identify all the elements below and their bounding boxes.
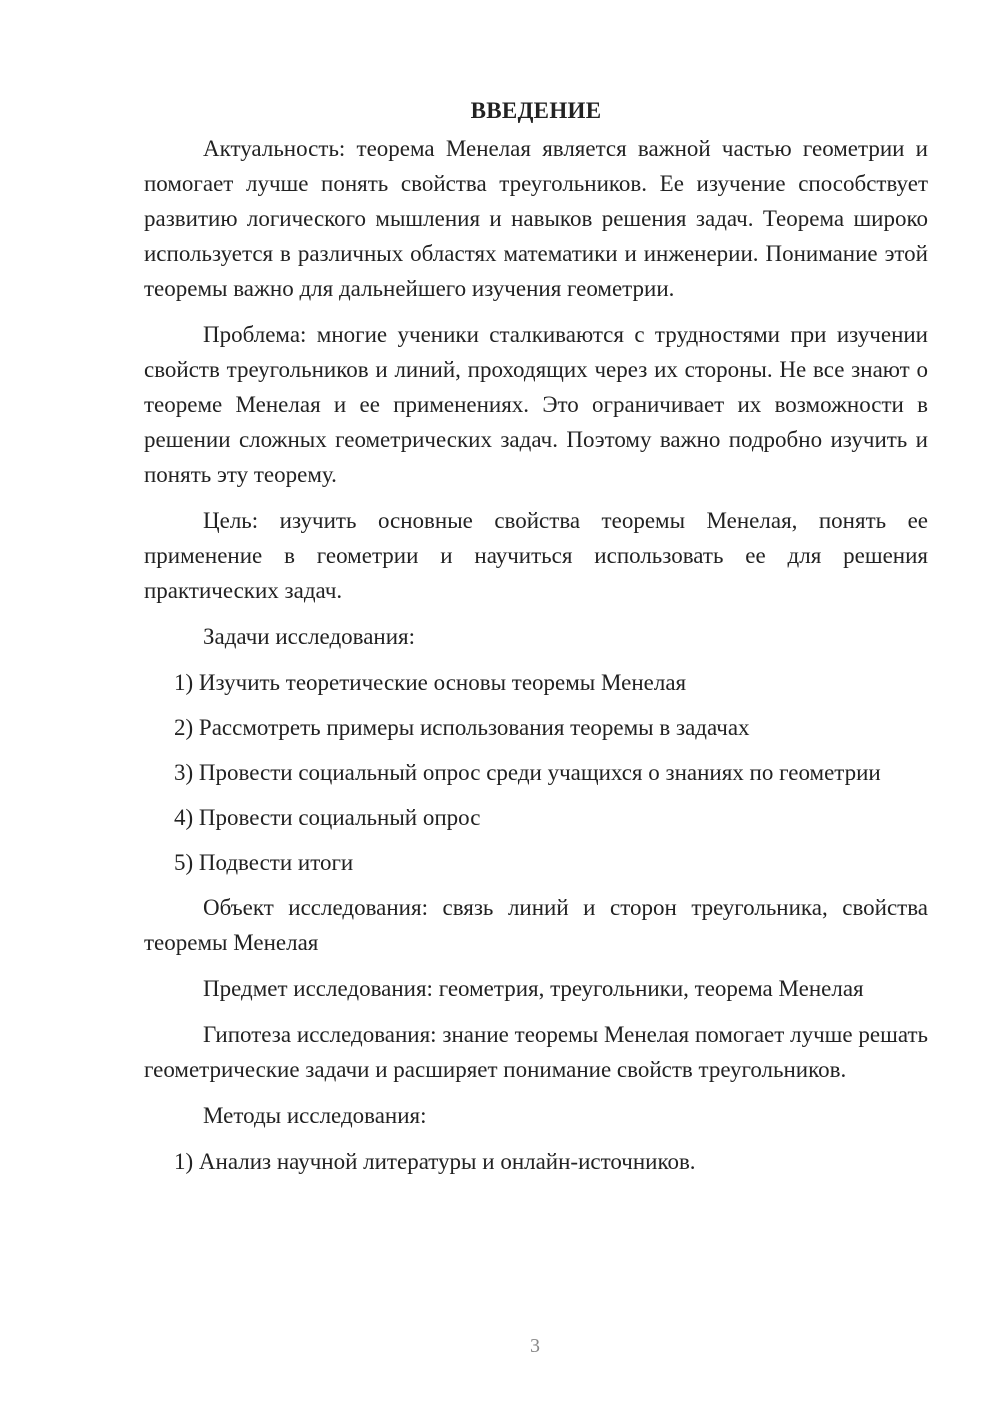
task-item: 5) Подвести итоги (174, 850, 354, 875)
hypothesis-paragraph: Гипотеза исследования: знание теоремы Менелая помогает лучше решать геометрические задачи и расширяет понимание свойств треугольников. (144, 1022, 928, 1082)
tasks-heading: Задачи исследования: (203, 624, 416, 649)
goal-paragraph: Цель: изучить основные свойства теоремы Менелая, понять ее применение в геометрии и научиться использовать ее для решения практических задач. (144, 508, 928, 603)
task-item: 1) Изучить теоретические основы теоремы Менелая (174, 670, 687, 695)
page-content (144, 95, 928, 1189)
method-item: 1) Анализ научной литературы и онлайн-источников. (174, 1149, 696, 1174)
subject-paragraph: Предмет исследования: геометрия, треугольники, теорема Менелая (203, 976, 864, 1001)
methods-heading: Методы исследования: (203, 1103, 427, 1128)
task-item: 3) Провести социальный опрос среди учащихся о знаниях по геометрии (174, 760, 881, 785)
page-number: 3 (530, 1335, 540, 1357)
task-item: 2) Рассмотреть примеры использования теоремы в задачах (174, 715, 750, 740)
task-item: 4) Провести социальный опрос (174, 805, 481, 830)
section-heading: ВВЕДЕНИЕ (470, 98, 602, 123)
relevance-paragraph: Актуальность: теорема Менелая является важной частью геометрии и помогает лучше понять свойства треугольников. Ее изучение способствует развитию логического мышления и навыков решения задач. Теорема широко используется в различных областях математики и инженерии. Понимание этой теоремы важно для дальнейшего изучения геометрии. (144, 136, 928, 301)
object-paragraph: Объект исследования: связь линий и сторон треугольника, свойства теоремы Менелая (144, 895, 928, 955)
problem-paragraph: Проблема: многие ученики сталкиваются с трудностями при изучении свойств треугольников и линий, проходящих через их стороны. Не все знают о теореме Менелая и ее применениях. Это ограничивает их возможности в решении сложных геометрических задач. Поэтому важно подробно изучить и понять эту теорему. (144, 322, 928, 487)
